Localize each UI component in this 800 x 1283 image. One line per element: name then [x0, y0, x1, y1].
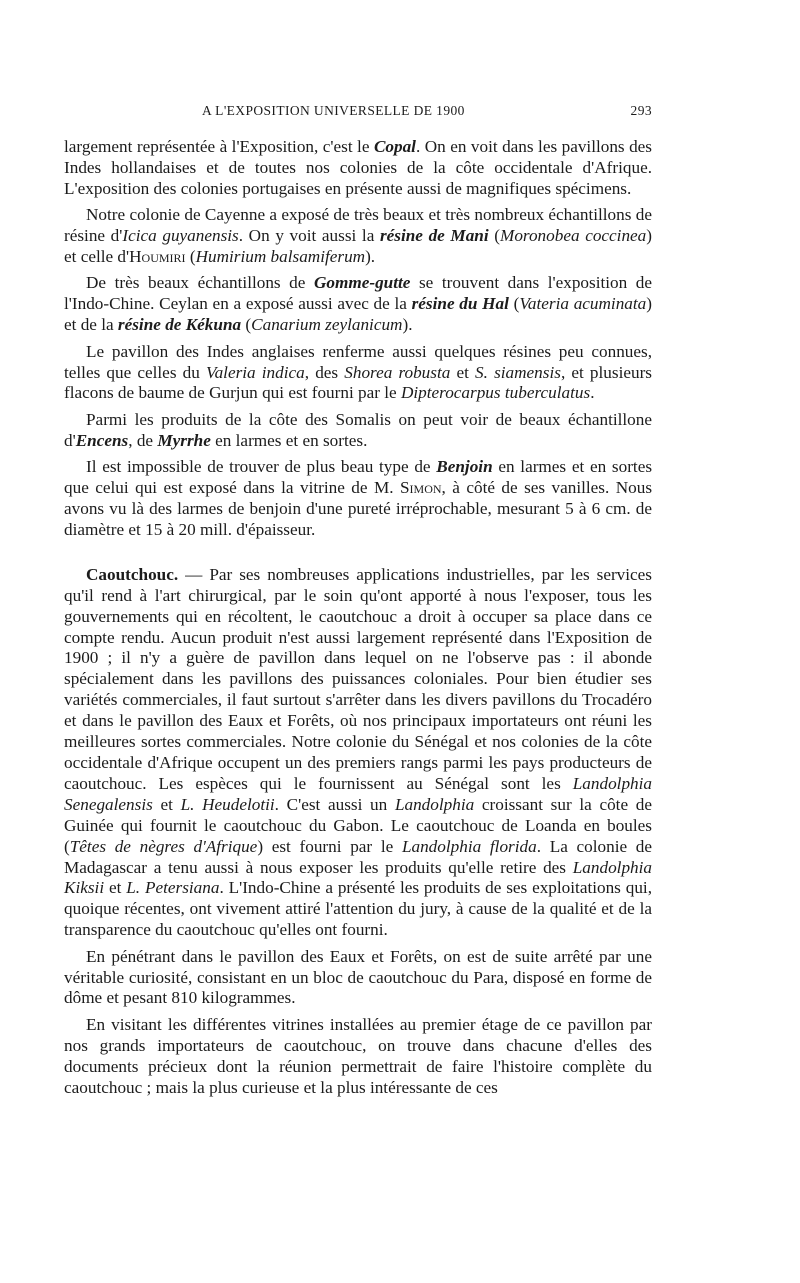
text-run: se trouvent dans l'exposition de l'Indo-Chine. Ceylan en a exposé aussi avec de la [64, 273, 653, 314]
body-text [64, 137, 652, 1104]
paragraph [64, 410, 652, 452]
emphasis-text: Moronobea coccinea [500, 226, 647, 246]
text-run: — Par ses nombreuses applications industrielles, par les services qu'il rend à l'art chirurgical, par le soin qu'ont apporté à nous l'exposer, tous les gouvernements qui en récoltent, le caoutchouc a droit à occuper sa place dans ce compte rendu. Aucun produit n'est aussi largement représenté dans l'Exposition de 1900 ; il n'y a guère de pavillon dans lequel on ne l'observe pas : il abonde spécialement dans les pavillons des puissances coloniales. Pour bien étudier ses variétés commerciales, il faut surtout s'arrêter dans les divers pavillons du Trocadéro et dans le pavillon des Eaux et Forêts, où nos principaux importateurs ont réuni les meilleures sortes commerciales. Notre colonie du Sénégal et nos colonies de la côte occidentale d'Afrique occupent un des premiers rangs parmi les pays producteurs de caoutchouc. Les espèces qui le fournissent au Sénégal sont les [64, 564, 652, 793]
paragraph [64, 273, 652, 336]
emphasis-text: Simon [399, 478, 442, 498]
emphasis-text: Copal [373, 137, 416, 156]
text-run: et [450, 362, 476, 382]
emphasis-text: résine de Kékuna [117, 315, 242, 335]
text-run: En pénétrant dans le pavillon des Eaux et Forêts, on est de suite arrêté par une véritable curiosité, consistant en un bloc de caoutchouc du Para, disposé en forme de dôme et pesant 810 kilogrammes. [64, 946, 652, 1008]
paragraph [64, 137, 652, 200]
paragraph [64, 565, 652, 941]
text-run: , de [128, 430, 158, 450]
text-run: ) et celle d' [64, 226, 652, 267]
text-run: croissant sur la côte de Guinée qui fournit le caoutchouc du Gabon. Le caoutchouc de Loanda en boules ( [64, 794, 652, 856]
text-run: . On en voit dans les pavillons des Indes hollandaises et de toutes nos colonies de la côte occidentale d'Afrique. L'exposition des colonies portugaises en présente aussi de magnifiques spécimens. [64, 137, 652, 198]
emphasis-text: Vateria acuminata [519, 294, 647, 314]
emphasis-text: Landolphia [394, 794, 475, 814]
running-title: A L'EXPOSITION UNIVERSELLE DE 1900 [202, 103, 465, 118]
emphasis-text: Landolphia Kiksii [64, 857, 652, 898]
emphasis-text: Humirium balsamiferum [195, 247, 366, 267]
emphasis-text: Houmiri [129, 247, 186, 267]
emphasis-text: S. siamensis [475, 362, 561, 382]
text-run: et [104, 878, 127, 898]
text-run: ( [185, 247, 196, 267]
text-run: , et plusieurs flacons de baume de Gurjun qui est fourni par le [64, 362, 652, 403]
text-run: , à côté de ses vanilles. Nous avons vu là des larmes de benjoin d'une pureté irréprochable, mesurant 5 à 6 cm. de diamètre et 15 à 20 mill. d'épaisseur. [64, 478, 653, 539]
emphasis-text: Caoutchouc. [86, 564, 179, 584]
emphasis-text: Têtes de nègres d'Afrique [69, 836, 258, 856]
paragraph [64, 457, 652, 541]
text-run: Il est impossible de trouver de plus beau type de [86, 457, 437, 477]
text-run: largement représentée à l'Exposition, c'est le [64, 137, 374, 156]
text-run: et [152, 794, 181, 814]
paragraph [64, 947, 652, 1010]
text-run: ( [488, 226, 500, 246]
text-run: ) est fourni par le [257, 836, 402, 856]
text-run: ). [365, 247, 376, 267]
text-run: En visitant les différentes vitrines installées au premier étage de ce pavillon par nos grands importateurs de caoutchouc, on trouve dans chacune d'elles des documents précieux dont la réunion permettrait de faire l'histoire complète du caoutchouc ; mais la plus curieuse et la plus intéressante de ces [64, 1014, 652, 1097]
paragraph [64, 1015, 652, 1099]
emphasis-text: Gomme-gutte [313, 273, 411, 293]
running-head [64, 103, 652, 123]
text-run: Notre colonie de Cayenne a exposé de très beaux et très nombreux échantillons de résine d' [64, 205, 652, 246]
text-run: . L'Indo-Chine a présenté les produits de ses exploitations qui, quoique récentes, ont vivement attiré l'attention du jury, à cause de la qualité et de la transparence du caoutchouc qu'elles ont fourni. [64, 878, 652, 940]
page-number: 293 [630, 103, 652, 118]
text-run: en larmes et en sortes. [210, 430, 368, 450]
text-run: . C'est aussi un [274, 794, 395, 814]
emphasis-text: Encens [75, 430, 129, 450]
text-run: ). [402, 315, 413, 335]
text-run: Parmi les produits de la côte des Somalis on peut voir de beaux échantillone d' [64, 409, 652, 450]
text-run: De très beaux échantillons de [86, 273, 314, 293]
text-run: . [590, 383, 595, 403]
emphasis-text: Landolphia florida [401, 836, 537, 856]
text-run: ) et de la [64, 294, 652, 335]
emphasis-text: Myrrhe [157, 430, 211, 450]
paragraph [64, 342, 652, 405]
emphasis-text: Landolphia Senegalensis [64, 773, 652, 814]
text-run: . La colonie de Madagascar a tenu aussi à nous exposer les produits qu'elle retire des [64, 836, 653, 877]
text-run: , des [304, 362, 345, 382]
emphasis-text: Benjoin [436, 457, 493, 477]
text-run: ( [241, 315, 252, 335]
emphasis-text: Shorea robusta [344, 362, 451, 382]
text-run: ( [508, 294, 520, 314]
paragraph [64, 205, 652, 268]
emphasis-text: Icica guyanensis [122, 226, 239, 246]
emphasis-text: L. Heudelotii [180, 794, 275, 814]
emphasis-text: Dipterocarpus tuberculatus [400, 383, 591, 403]
emphasis-text: Canarium zeylanicum [251, 315, 403, 335]
text-run: . On y voit aussi la [238, 226, 380, 246]
emphasis-text: Valeria indica [205, 362, 305, 382]
text-run: Le pavillon des Indes anglaises renferme aussi quelques résines peu connues, telles que celles du [64, 341, 652, 382]
emphasis-text: résine de Mani [379, 226, 489, 246]
emphasis-text: résine du Hal [411, 294, 509, 314]
emphasis-text: L. Petersiana [126, 878, 220, 898]
text-run: en larmes et en sortes que celui qui est exposé dans la vitrine de M. [64, 457, 653, 498]
